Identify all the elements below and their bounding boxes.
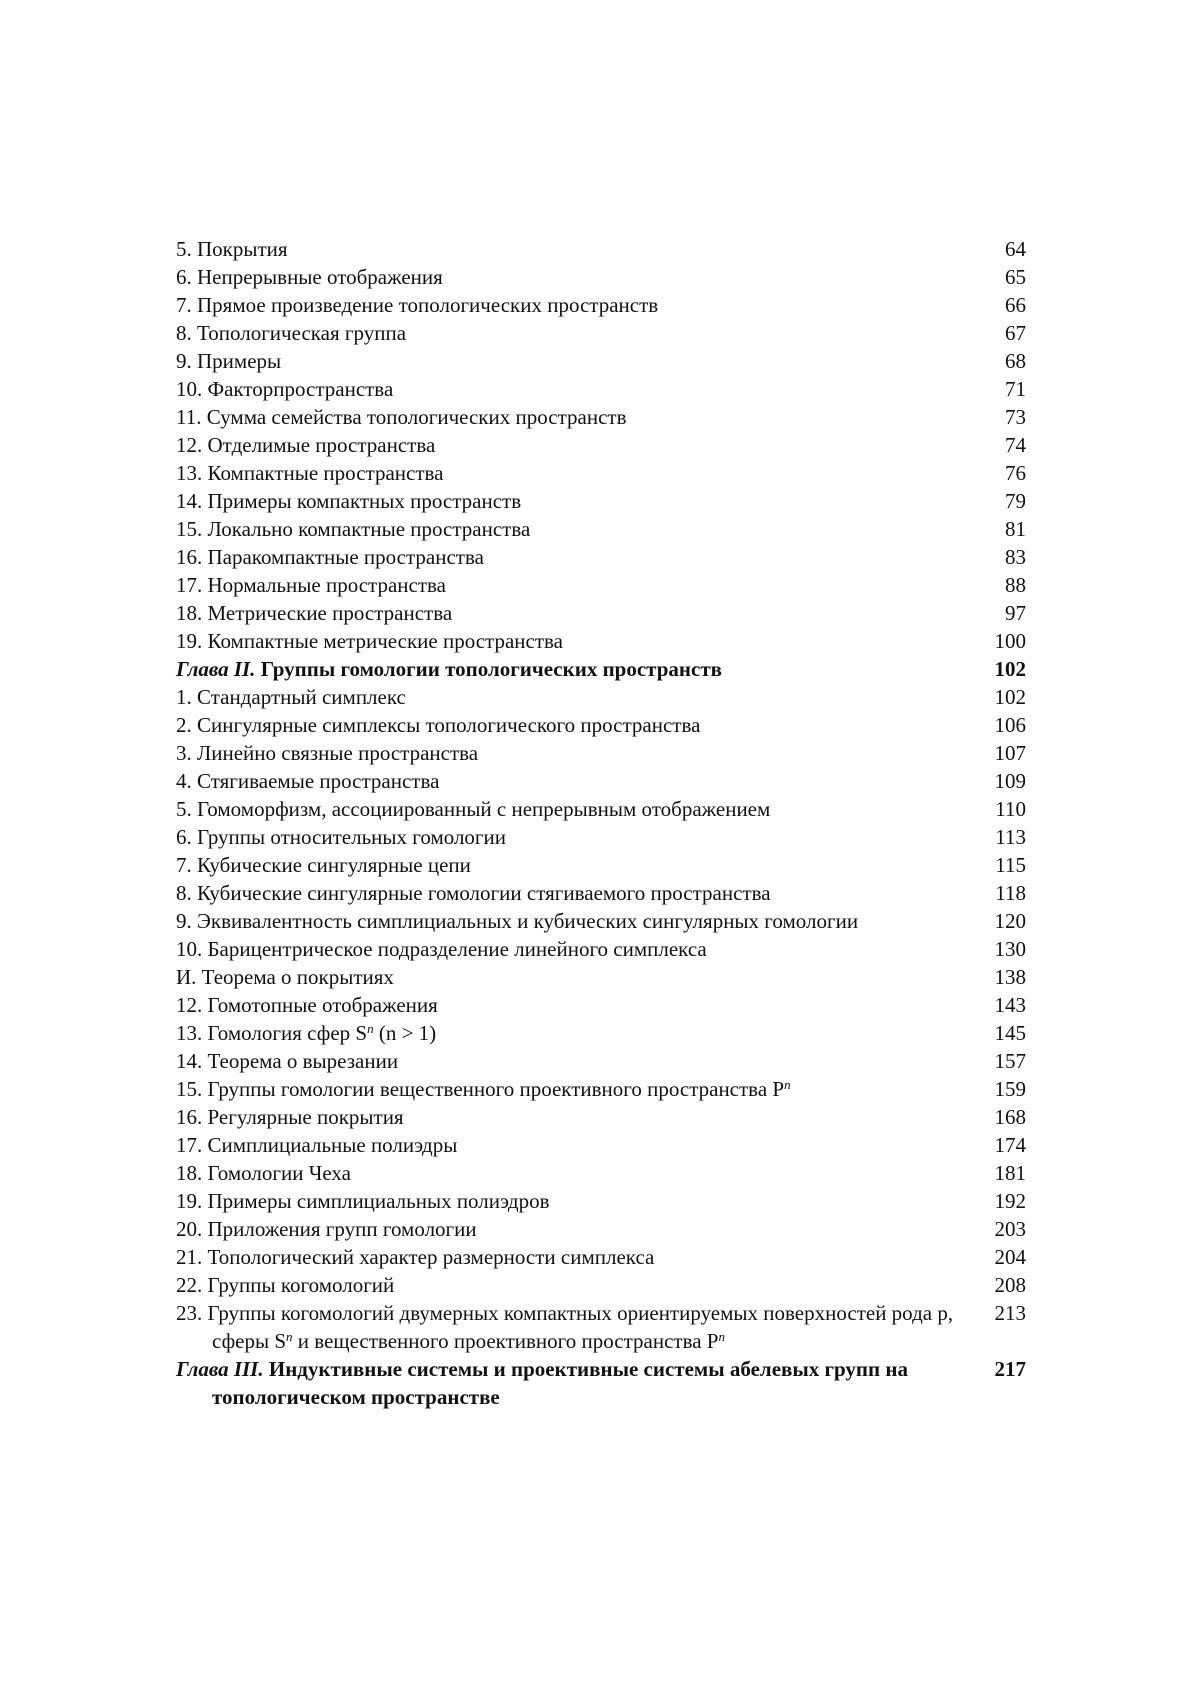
toc-entry-title: И. Теорема о покрытиях [176, 965, 394, 989]
toc-entry-title: 3. Линейно связные пространства [176, 741, 479, 765]
toc-entry-title: 1. Стандартный симплекс [176, 685, 406, 709]
toc-entry-title: 18. Гомологии Чеха [176, 1161, 351, 1185]
chapter-label: Глава II. [176, 657, 256, 681]
toc-entry-page: 83 [1005, 545, 1026, 569]
toc-entry-page: 64 [1005, 237, 1026, 261]
toc-entry [176, 291, 1026, 319]
toc-entry-page: 66 [1005, 293, 1026, 317]
toc-entry-page: 106 [994, 713, 1026, 737]
toc-entry-title [176, 1075, 992, 1103]
toc-entry-title: 19. Примеры симплициальных полиэдров [176, 1189, 550, 1213]
toc-entry-page: 76 [1005, 461, 1026, 485]
toc-entry-page: 118 [995, 881, 1026, 905]
toc-entry [176, 1075, 1026, 1103]
title-text: 15. Группы гомологии вещественного проективного пространства P [176, 1077, 785, 1101]
superscript: n [367, 1021, 374, 1036]
toc-entry-page: 203 [994, 1217, 1026, 1241]
toc-entry-page: 102 [994, 685, 1026, 709]
table-of-contents [176, 235, 1026, 1411]
toc-entry [176, 1019, 1026, 1047]
toc-entry [176, 1103, 1026, 1131]
title-text: 13. Гомология сфер S [176, 1021, 368, 1045]
superscript: n [784, 1077, 791, 1092]
toc-entry [176, 627, 1026, 655]
toc-entry-title: 11. Сумма семейства топологических пространств [176, 405, 627, 429]
toc-entry [176, 1159, 1026, 1187]
toc-entry [176, 991, 1026, 1019]
toc-entry-title: 15. Локально компактные пространства [176, 517, 531, 541]
title-text: (n > 1) [373, 1021, 437, 1045]
toc-entry [176, 823, 1026, 851]
toc-entry-page: 159 [994, 1077, 1026, 1101]
toc-entry [176, 1187, 1026, 1215]
toc-entry-title: 14. Теорема о вырезании [176, 1049, 399, 1073]
toc-entry [176, 1271, 1026, 1299]
toc-entry-title: 18. Метрические пространства [176, 601, 453, 625]
chapter-heading [176, 1355, 1026, 1411]
toc-entry-title: 8. Топологическая группа [176, 321, 407, 345]
toc-entry [176, 543, 1026, 571]
toc-entry-title: 16. Регулярные покрытия [176, 1105, 404, 1129]
toc-entry-page: 157 [994, 1049, 1026, 1073]
toc-entry [176, 935, 1026, 963]
title-text: и вещественного проективного пространства P [292, 1329, 719, 1353]
toc-entry-page: 109 [994, 769, 1026, 793]
toc-entry-title: 10. Барицентрическое подразделение линейного симплекса [176, 937, 707, 961]
toc-entry-page: 208 [994, 1273, 1026, 1297]
toc-entry-page: 97 [1005, 601, 1026, 625]
toc-entry-page: 81 [1005, 517, 1026, 541]
toc-entry-title: 16. Паракомпактные пространства [176, 545, 484, 569]
toc-entry-title: 17. Нормальные пространства [176, 573, 447, 597]
toc-entry [176, 263, 1026, 291]
chapter-title: Группы гомологии топологических пространств [260, 657, 723, 681]
toc-entry-page: 68 [1005, 349, 1026, 373]
toc-entry [176, 711, 1026, 739]
toc-entry-title: 22. Группы когомологий [176, 1273, 395, 1297]
toc-entry-title: 7. Кубические сингулярные цепи [176, 853, 471, 877]
toc-entry [176, 851, 1026, 879]
chapter-heading [176, 655, 1026, 683]
toc-entry-page: 213 [994, 1301, 1026, 1325]
toc-entry-page: 192 [994, 1189, 1026, 1213]
superscript: n [718, 1329, 725, 1344]
toc-entry-title: 5. Гомоморфизм, ассоциированный с непрерывным отображением [176, 797, 771, 821]
toc-entry-title [176, 655, 972, 683]
toc-entry [176, 739, 1026, 767]
toc-entry-title [176, 1019, 992, 1047]
toc-entry-title: 20. Приложения групп гомологии [176, 1217, 477, 1241]
toc-entry [176, 459, 1026, 487]
title-text: 23. Группы когомологий двумерных компактных ориентируемых поверхностей рода p, сферы S [176, 1301, 954, 1353]
toc-entry-title: 14. Примеры компактных пространств [176, 489, 522, 513]
toc-entry-page: 100 [994, 629, 1026, 653]
toc-entry-title: 2. Сингулярные симплексы топологического пространства [176, 713, 701, 737]
toc-entry [176, 487, 1026, 515]
toc-entry [176, 319, 1026, 347]
toc-entry [176, 963, 1026, 991]
toc-entry-title: 5. Покрытия [176, 237, 288, 261]
toc-entry-page: 217 [994, 1357, 1026, 1381]
toc-entry-page: 110 [995, 797, 1026, 821]
toc-entry-title: 4. Стягиваемые пространства [176, 769, 440, 793]
superscript: n [286, 1329, 293, 1344]
toc-entry [176, 599, 1026, 627]
toc-entry-page: 204 [994, 1245, 1026, 1269]
toc-entry-page: 88 [1005, 573, 1026, 597]
toc-entry-page: 71 [1005, 377, 1026, 401]
toc-entry [176, 1047, 1026, 1075]
toc-entry [176, 403, 1026, 431]
toc-entry-title: 7. Прямое произведение топологических пространств [176, 293, 659, 317]
toc-entry-title: 6. Непрерывные отображения [176, 265, 443, 289]
chapter-title: Индуктивные системы и проективные системы абелевых групп на топологическом пространстве [212, 1357, 908, 1409]
toc-entry-title: 13. Компактные пространства [176, 461, 444, 485]
toc-entry-page: 181 [994, 1161, 1026, 1185]
toc-entry-title: 19. Компактные метрические пространства [176, 629, 563, 653]
toc-entry-page: 65 [1005, 265, 1026, 289]
toc-entry [176, 767, 1026, 795]
toc-entry [176, 879, 1026, 907]
chapter-label: Глава III. [176, 1357, 264, 1381]
toc-entry [176, 571, 1026, 599]
toc-entry-page: 115 [995, 853, 1026, 877]
toc-entry-page: 174 [994, 1133, 1026, 1157]
toc-entry [176, 347, 1026, 375]
toc-entry-page: 138 [994, 965, 1026, 989]
toc-entry-title: 6. Группы относительных гомологии [176, 825, 507, 849]
toc-entry [176, 795, 1026, 823]
toc-entry [176, 1131, 1026, 1159]
toc-entry-page: 130 [994, 937, 1026, 961]
toc-entry-page: 79 [1005, 489, 1026, 513]
toc-entry-page: 113 [995, 825, 1026, 849]
toc-entry-title: 12. Отделимые пространства [176, 433, 436, 457]
toc-entry [176, 235, 1026, 263]
toc-entry [176, 1215, 1026, 1243]
toc-entry [176, 683, 1026, 711]
toc-entry-title: 8. Кубические сингулярные гомологии стягиваемого пространства [176, 881, 771, 905]
toc-entry [176, 375, 1026, 403]
toc-entry-page: 143 [994, 993, 1026, 1017]
toc-entry-title [176, 1355, 972, 1411]
toc-entry-page: 73 [1005, 405, 1026, 429]
toc-entry [176, 907, 1026, 935]
toc-entry-page: 74 [1005, 433, 1026, 457]
toc-entry-title: 9. Примеры [176, 349, 282, 373]
toc-entry-page: 168 [994, 1105, 1026, 1129]
toc-entry-page: 120 [994, 909, 1026, 933]
toc-entry-title: 21. Топологический характер размерности симплекса [176, 1245, 655, 1269]
toc-entry-page: 67 [1005, 321, 1026, 345]
toc-entry-page: 107 [994, 741, 1026, 765]
toc-entry-title: 12. Гомотопные отображения [176, 993, 438, 1017]
toc-entry-title: 9. Эквивалентность симплициальных и кубических сингулярных гомологии [176, 909, 859, 933]
toc-entry [176, 1299, 1026, 1355]
toc-entry-page: 145 [994, 1021, 1026, 1045]
toc-entry-page: 102 [994, 657, 1026, 681]
toc-entry-title: 10. Факторпространства [176, 377, 394, 401]
toc-entry [176, 515, 1026, 543]
toc-entry-title: 17. Симплициальные полиэдры [176, 1133, 458, 1157]
toc-entry [176, 431, 1026, 459]
toc-entry-title [176, 1299, 992, 1355]
toc-entry [176, 1243, 1026, 1271]
